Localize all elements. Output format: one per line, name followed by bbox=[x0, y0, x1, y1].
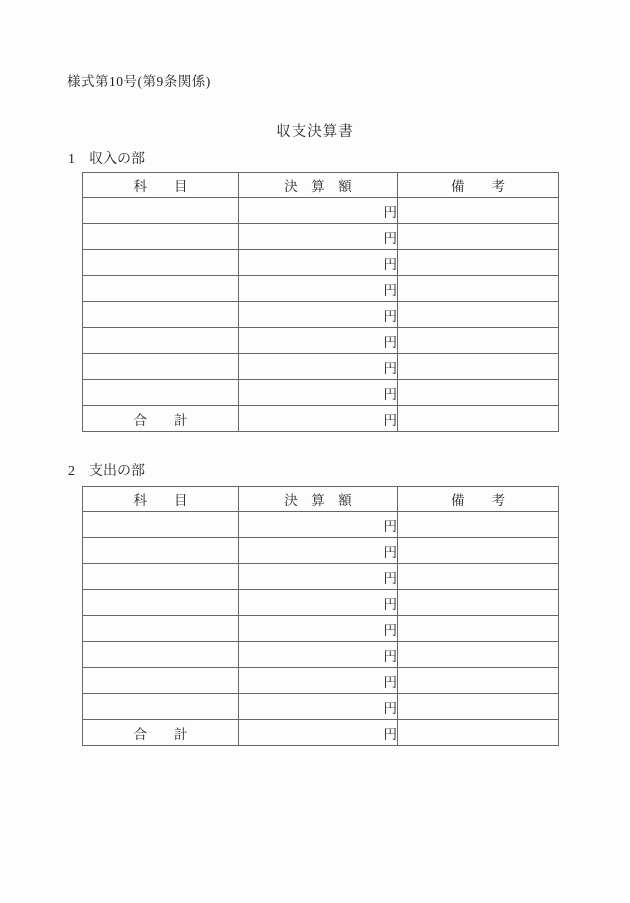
amount-cell: 円 bbox=[239, 590, 398, 616]
section-heading-expenditure: 2 支出の部 bbox=[68, 464, 145, 479]
table-row bbox=[83, 354, 559, 380]
amount-cell: 円 bbox=[239, 642, 398, 668]
column-header-remarks: 備 考 bbox=[398, 173, 559, 198]
table-row bbox=[83, 380, 559, 406]
remarks-cell bbox=[398, 328, 559, 354]
item-cell bbox=[83, 590, 239, 616]
amount-cell: 円 bbox=[239, 512, 398, 538]
item-cell bbox=[83, 198, 239, 224]
column-header-remarks: 備 考 bbox=[398, 487, 559, 512]
document-title: 収支決算書 bbox=[276, 124, 354, 140]
amount-cell: 円 bbox=[239, 668, 398, 694]
table-row bbox=[83, 302, 559, 328]
total-row bbox=[83, 720, 559, 746]
remarks-cell bbox=[398, 694, 559, 720]
item-cell bbox=[83, 668, 239, 694]
table-row bbox=[83, 198, 559, 224]
amount-cell: 円 bbox=[239, 250, 398, 276]
income-table bbox=[82, 172, 559, 432]
table-row bbox=[83, 328, 559, 354]
form-number-text: 様式第10号(第9条関係) bbox=[67, 74, 211, 89]
item-cell bbox=[83, 224, 239, 250]
item-cell bbox=[83, 512, 239, 538]
remarks-cell bbox=[398, 668, 559, 694]
item-cell bbox=[83, 642, 239, 668]
total-amount-cell: 円 bbox=[239, 406, 398, 432]
remarks-cell bbox=[398, 354, 559, 380]
amount-cell: 円 bbox=[239, 302, 398, 328]
remarks-cell bbox=[398, 276, 559, 302]
amount-cell: 円 bbox=[239, 224, 398, 250]
remarks-cell bbox=[398, 538, 559, 564]
remarks-cell bbox=[398, 250, 559, 276]
amount-cell: 円 bbox=[239, 538, 398, 564]
table-row bbox=[83, 642, 559, 668]
remarks-cell bbox=[398, 198, 559, 224]
item-cell bbox=[83, 250, 239, 276]
remarks-cell bbox=[398, 564, 559, 590]
table-row bbox=[83, 668, 559, 694]
item-cell bbox=[83, 302, 239, 328]
remarks-cell bbox=[398, 616, 559, 642]
total-remarks-cell bbox=[398, 720, 559, 746]
table-row bbox=[83, 616, 559, 642]
column-header-item: 科 目 bbox=[83, 487, 239, 512]
table-row bbox=[83, 694, 559, 720]
item-cell bbox=[83, 328, 239, 354]
total-label-cell: 合 計 bbox=[83, 720, 239, 746]
remarks-cell bbox=[398, 380, 559, 406]
amount-cell: 円 bbox=[239, 354, 398, 380]
table-row bbox=[83, 590, 559, 616]
remarks-cell bbox=[398, 302, 559, 328]
column-header-item: 科 目 bbox=[83, 173, 239, 198]
item-cell bbox=[83, 380, 239, 406]
column-header-amount: 決 算 額 bbox=[239, 173, 398, 198]
amount-cell: 円 bbox=[239, 616, 398, 642]
remarks-cell bbox=[398, 224, 559, 250]
item-cell bbox=[83, 538, 239, 564]
item-cell bbox=[83, 616, 239, 642]
amount-cell: 円 bbox=[239, 328, 398, 354]
amount-cell: 円 bbox=[239, 198, 398, 224]
table-header-row bbox=[83, 173, 559, 198]
table-header-row bbox=[83, 487, 559, 512]
remarks-cell bbox=[398, 512, 559, 538]
total-label-cell: 合 計 bbox=[83, 406, 239, 432]
table-row bbox=[83, 276, 559, 302]
section-heading-income: 1 収入の部 bbox=[68, 152, 145, 167]
expenditure-table bbox=[82, 486, 559, 746]
amount-cell: 円 bbox=[239, 380, 398, 406]
total-remarks-cell bbox=[398, 406, 559, 432]
amount-cell: 円 bbox=[239, 276, 398, 302]
total-row bbox=[83, 406, 559, 432]
item-cell bbox=[83, 354, 239, 380]
table-row bbox=[83, 564, 559, 590]
amount-cell: 円 bbox=[239, 694, 398, 720]
table-row bbox=[83, 538, 559, 564]
table-row bbox=[83, 512, 559, 538]
table-row bbox=[83, 250, 559, 276]
item-cell bbox=[83, 276, 239, 302]
amount-cell: 円 bbox=[239, 564, 398, 590]
remarks-cell bbox=[398, 590, 559, 616]
column-header-amount: 決 算 額 bbox=[239, 487, 398, 512]
item-cell bbox=[83, 694, 239, 720]
total-amount-cell: 円 bbox=[239, 720, 398, 746]
item-cell bbox=[83, 564, 239, 590]
table-row bbox=[83, 224, 559, 250]
remarks-cell bbox=[398, 642, 559, 668]
